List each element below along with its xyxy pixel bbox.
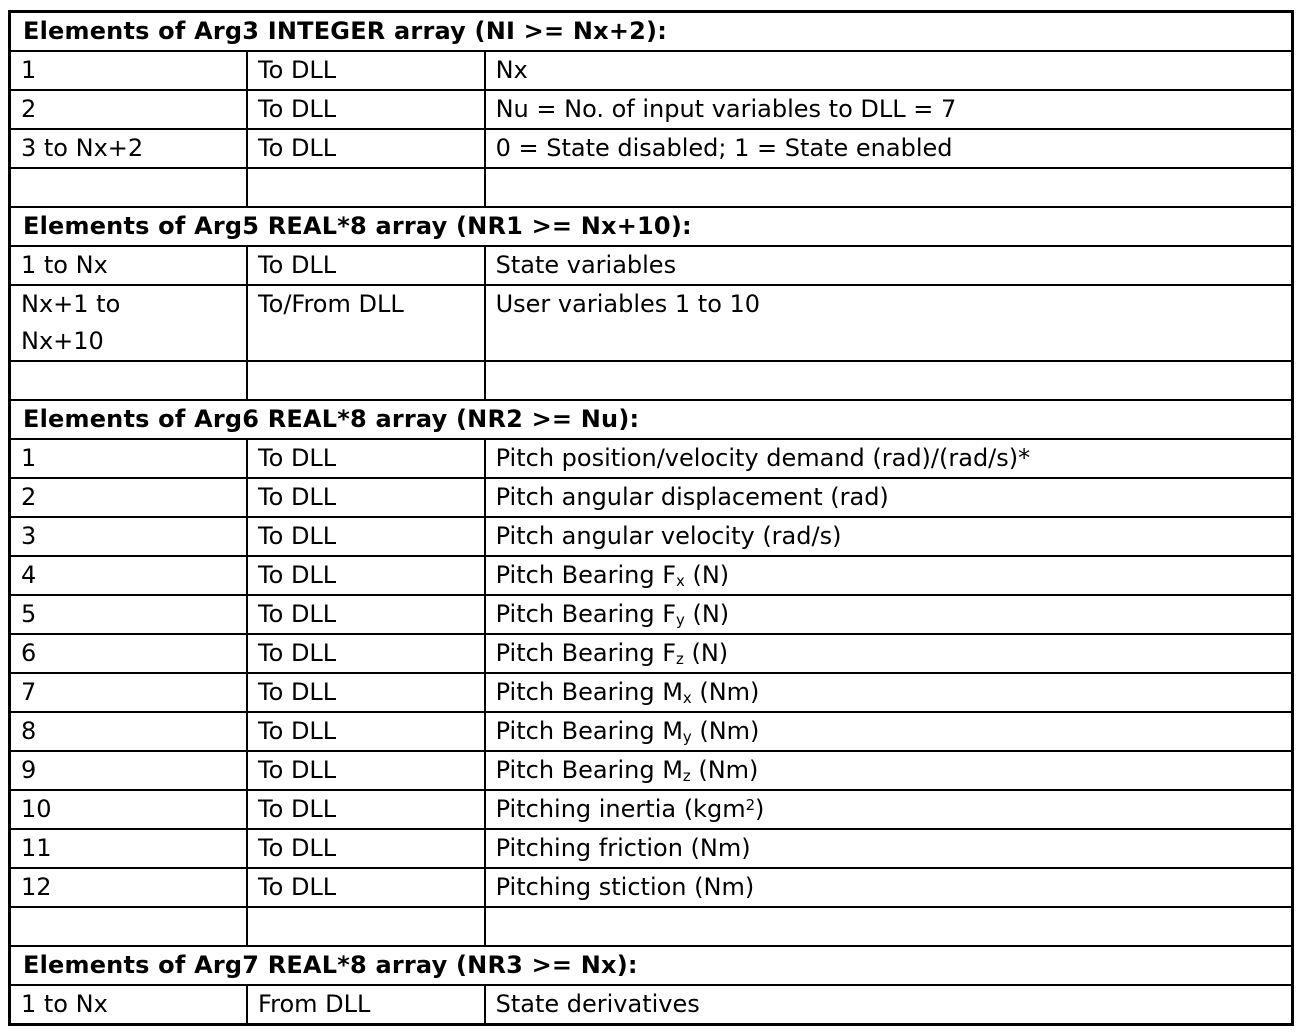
- empty-row: [10, 907, 1293, 946]
- table-row: [10, 478, 1293, 517]
- row-description-cell: Pitch Bearing $F_y$ (N): [485, 595, 1293, 634]
- table-row: [10, 246, 1293, 285]
- row-direction-cell: To DLL: [247, 790, 485, 829]
- row-direction-cell: [247, 361, 485, 400]
- row-description-cell: Pitch Bearing $M_z$ (Nm): [485, 751, 1293, 790]
- row-direction-cell: To DLL: [247, 634, 485, 673]
- row-direction-cell: To DLL: [247, 595, 485, 634]
- row-description-cell: Pitch angular displacement (rad): [485, 478, 1293, 517]
- table-row: [10, 595, 1293, 634]
- row-direction-cell: To DLL: [247, 51, 485, 90]
- row-index-cell: [10, 907, 248, 946]
- row-description-cell: Pitching inertia (kgm$^2$): [485, 790, 1293, 829]
- row-index-cell: 5: [10, 595, 248, 634]
- row-index-cell: 1 to Nx: [10, 246, 248, 285]
- row-direction-cell: To DLL: [247, 556, 485, 595]
- row-description-cell: Pitching friction (Nm): [485, 829, 1293, 868]
- row-description-cell: Nx: [485, 51, 1293, 90]
- row-description-cell: 0 = State disabled; 1 = State enabled: [485, 129, 1293, 168]
- row-description-cell: [485, 168, 1293, 207]
- row-description-cell: Pitch Bearing $F_z$ (N): [485, 634, 1293, 673]
- row-description-cell: Pitch Bearing $M_y$ (Nm): [485, 712, 1293, 751]
- row-index-cell: 4: [10, 556, 248, 595]
- row-description-cell: [485, 907, 1293, 946]
- row-direction-cell: To DLL: [247, 712, 485, 751]
- table-row: [10, 751, 1293, 790]
- row-direction-cell: To DLL: [247, 517, 485, 556]
- row-direction-cell: To DLL: [247, 246, 485, 285]
- row-direction-cell: To DLL: [247, 478, 485, 517]
- table-row: [10, 129, 1293, 168]
- row-direction-cell: To DLL: [247, 673, 485, 712]
- row-index-cell: 8: [10, 712, 248, 751]
- table-row: [10, 673, 1293, 712]
- row-index-cell: Nx+1 to Nx+10: [10, 285, 248, 361]
- row-description-cell: Pitch Bearing $F_x$ (N): [485, 556, 1293, 595]
- row-index-cell: 1: [10, 51, 248, 90]
- row-description-cell: Pitch angular velocity (rad/s): [485, 517, 1293, 556]
- table-row: [10, 634, 1293, 673]
- row-direction-cell: From DLL: [247, 985, 485, 1025]
- row-index-cell: [10, 168, 248, 207]
- table-row: [10, 556, 1293, 595]
- row-direction-cell: To DLL: [247, 751, 485, 790]
- table-row: [10, 790, 1293, 829]
- table-row: [10, 51, 1293, 90]
- row-index-cell: 10: [10, 790, 248, 829]
- table-body: [10, 12, 1293, 1025]
- row-index-cell: 2: [10, 478, 248, 517]
- row-direction-cell: To DLL: [247, 829, 485, 868]
- document-page: [0, 10, 1302, 1026]
- row-index-cell: 3: [10, 517, 248, 556]
- row-direction-cell: To/From DLL: [247, 285, 485, 361]
- table-row: [10, 868, 1293, 907]
- row-index-cell: 12: [10, 868, 248, 907]
- row-index-cell: 9: [10, 751, 248, 790]
- row-description-cell: User variables 1 to 10: [485, 285, 1293, 361]
- section-header-row: [10, 400, 1293, 439]
- row-index-cell: 11: [10, 829, 248, 868]
- table-row: [10, 439, 1293, 478]
- row-description-cell: Pitch position/velocity demand (rad)/(rad/s)*: [485, 439, 1293, 478]
- row-index-cell: 6: [10, 634, 248, 673]
- row-description-cell: Pitching stiction (Nm): [485, 868, 1293, 907]
- empty-row: [10, 361, 1293, 400]
- section-header: Elements of Arg7 REAL*8 array (NR3 >= Nx):: [10, 946, 1293, 985]
- row-index-cell: 3 to Nx+2: [10, 129, 248, 168]
- table-row: [10, 285, 1293, 361]
- row-direction-cell: [247, 907, 485, 946]
- table-row: [10, 517, 1293, 556]
- row-direction-cell: To DLL: [247, 129, 485, 168]
- section-header: Elements of Arg5 REAL*8 array (NR1 >= Nx+10):: [10, 207, 1293, 246]
- table-row: [10, 985, 1293, 1025]
- section-header-row: [10, 946, 1293, 985]
- section-header: Elements of Arg6 REAL*8 array (NR2 >= Nu):: [10, 400, 1293, 439]
- row-index-cell: 7: [10, 673, 248, 712]
- section-header-row: [10, 12, 1293, 52]
- row-direction-cell: [247, 168, 485, 207]
- row-direction-cell: To DLL: [247, 868, 485, 907]
- empty-row: [10, 168, 1293, 207]
- section-header: Elements of Arg3 INTEGER array (NI >= Nx+2):: [10, 12, 1293, 52]
- row-description-cell: Nu = No. of input variables to DLL = 7: [485, 90, 1293, 129]
- section-header-row: [10, 207, 1293, 246]
- table-row: [10, 712, 1293, 751]
- row-index-cell: 1: [10, 439, 248, 478]
- row-description-cell: Pitch Bearing $M_x$ (Nm): [485, 673, 1293, 712]
- dll-array-elements-table: [8, 10, 1294, 1026]
- row-direction-cell: To DLL: [247, 439, 485, 478]
- row-direction-cell: To DLL: [247, 90, 485, 129]
- row-index-cell: 2: [10, 90, 248, 129]
- row-description-cell: State derivatives: [485, 985, 1293, 1025]
- table-row: [10, 90, 1293, 129]
- table-row: [10, 829, 1293, 868]
- row-index-cell: [10, 361, 248, 400]
- row-description-cell: [485, 361, 1293, 400]
- row-description-cell: State variables: [485, 246, 1293, 285]
- row-index-cell: 1 to Nx: [10, 985, 248, 1025]
